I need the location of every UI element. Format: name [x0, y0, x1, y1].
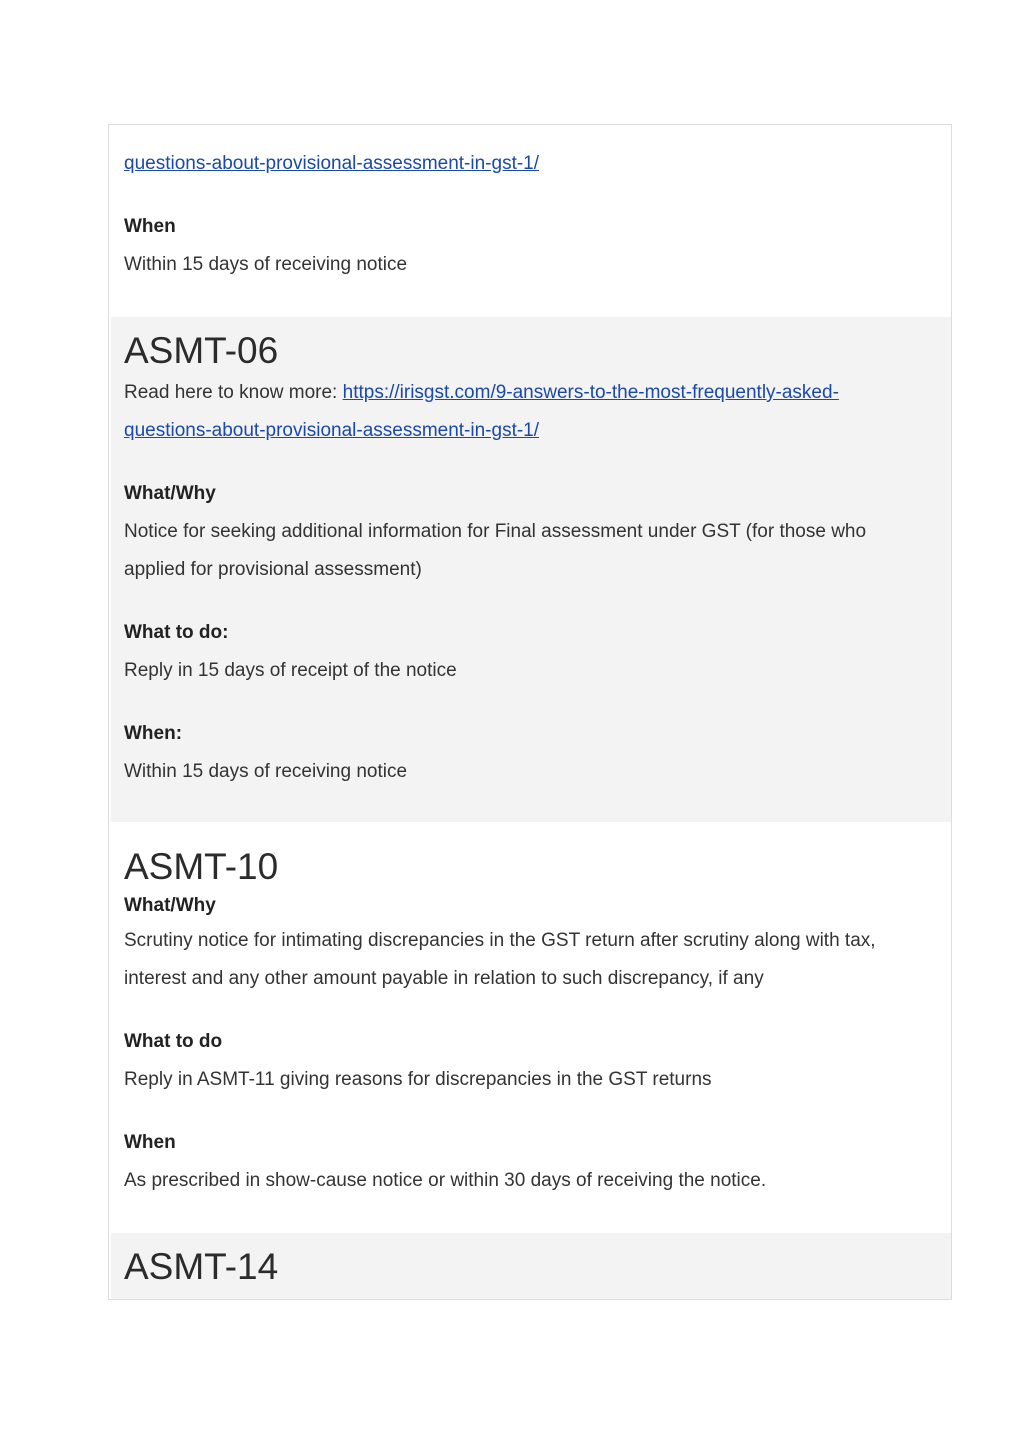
what-why-label: What/Why [124, 895, 216, 916]
what-to-do-label: What to do [124, 1031, 223, 1052]
read-more-line [124, 374, 939, 412]
read-more-prefix: Read here to know more: [124, 382, 343, 403]
what-to-do-text: Reply in 15 days of receipt of the notice [124, 660, 457, 681]
what-to-do-text: Reply in ASMT-11 giving reasons for discrepancies in the GST returns [124, 1069, 712, 1090]
what-why-text-line1: Scrutiny notice for intimating discrepancies in the GST return after scrutiny along with tax, [124, 930, 876, 951]
when-text: Within 15 days of receiving notice [124, 254, 408, 275]
faq-link-part1[interactable]: https://irisgst.com/9-answers-to-the-most-frequently-asked- [342, 382, 839, 403]
faq-link-part2[interactable]: questions-about-provisional-assessment-in-gst-1/ [124, 420, 540, 441]
when-label: When: [124, 723, 183, 744]
asmt-14-title: ASMT-14 [124, 1246, 279, 1287]
provisional-assessment-link-tail[interactable]: questions-about-provisional-assessment-in-gst-1/ [124, 153, 540, 174]
row-asmt-14 [111, 1233, 951, 1299]
asmt-10-title: ASMT-10 [124, 846, 279, 887]
when-label: When [124, 1132, 176, 1153]
when-text: As prescribed in show-cause notice or within 30 days of receiving the notice. [124, 1170, 767, 1191]
when-text: Within 15 days of receiving notice [124, 761, 408, 782]
continued-link-line [124, 145, 939, 183]
what-why-text-line2: applied for provisional assessment) [124, 559, 422, 580]
notice-table [108, 124, 952, 1300]
what-why-text-line1: Notice for seeking additional information for Final assessment under GST (for those who [124, 521, 867, 542]
what-why-label: What/Why [124, 483, 216, 504]
what-why-text-line2: interest and any other amount payable in relation to such discrepancy, if any [124, 968, 764, 989]
row-asmt-10 [109, 833, 951, 1233]
what-to-do-label: What to do: [124, 622, 229, 643]
row-asmt-06 [111, 317, 951, 822]
faq-link-line2 [124, 412, 939, 450]
when-label: When [124, 216, 176, 237]
asmt-06-title: ASMT-06 [124, 330, 279, 371]
row-continuation [109, 125, 951, 315]
